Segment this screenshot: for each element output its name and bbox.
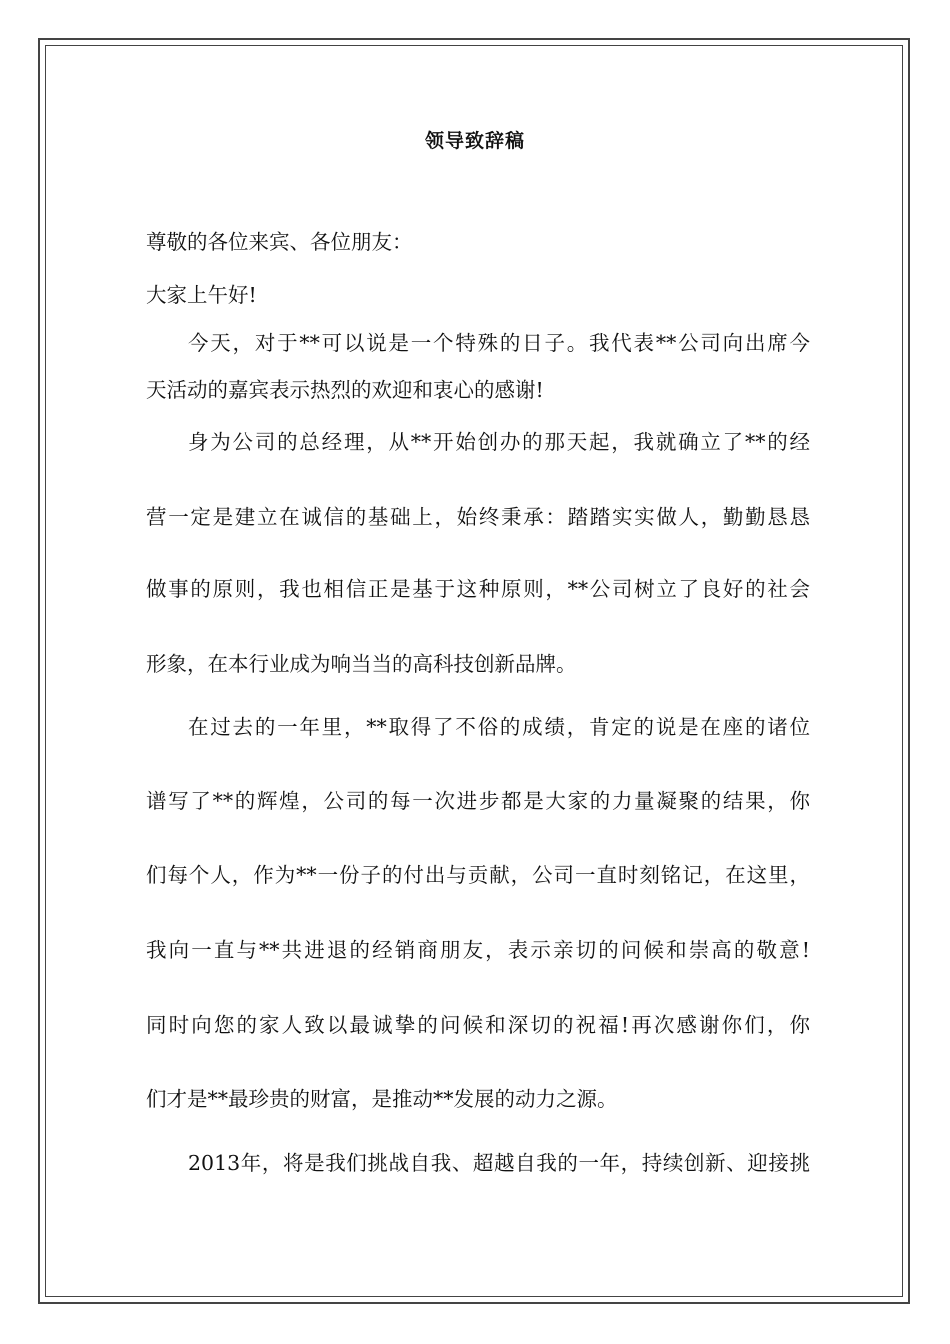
paragraph-line: 在过去的一年里，**取得了不俗的成绩，肯定的说是在座的诸位 [188, 715, 810, 739]
paragraph-line: 我向一直与**共进退的经销商朋友，表示亲切的问候和崇高的敬意! [146, 938, 810, 962]
paragraph-line: 做事的原则，我也相信正是基于这种原则，**公司树立了良好的社会 [146, 577, 810, 601]
paragraph-line: 们每个人，作为**一份子的付出与贡献，公司一直时刻铭记，在这里， [146, 863, 810, 887]
document-title: 领导致辞稿 [424, 130, 525, 152]
paragraph-line: 天活动的嘉宾表示热烈的欢迎和衷心的感谢! [146, 378, 544, 402]
paragraph-line: 今天，对于**可以说是一个特殊的日子。我代表**公司向出席今 [188, 331, 810, 355]
paragraph-line: 同时向您的家人致以最诚挚的问候和深切的祝福!再次感谢你们，你 [146, 1013, 810, 1037]
paragraph-line: 身为公司的总经理，从**开始创办的那天起，我就确立了**的经 [188, 430, 810, 454]
greeting: 大家上午好! [146, 283, 257, 307]
paragraph-line: 谱写了**的辉煌，公司的每一次进步都是大家的力量凝聚的结果，你 [146, 789, 810, 813]
paragraph-line: 形象，在本行业成为响当当的高科技创新品牌。 [146, 652, 577, 676]
salutation: 尊敬的各位来宾、各位朋友： [146, 230, 413, 254]
paragraph-line: 2013年，将是我们挑战自我、超越自我的一年，持续创新、迎接挑 [188, 1151, 810, 1175]
paragraph-line: 们才是**最珍贵的财富，是推动**发展的动力之源。 [146, 1087, 618, 1111]
paragraph-line: 营一定是建立在诚信的基础上，始终秉承：踏踏实实做人，勤勤恳恳 [146, 505, 810, 529]
